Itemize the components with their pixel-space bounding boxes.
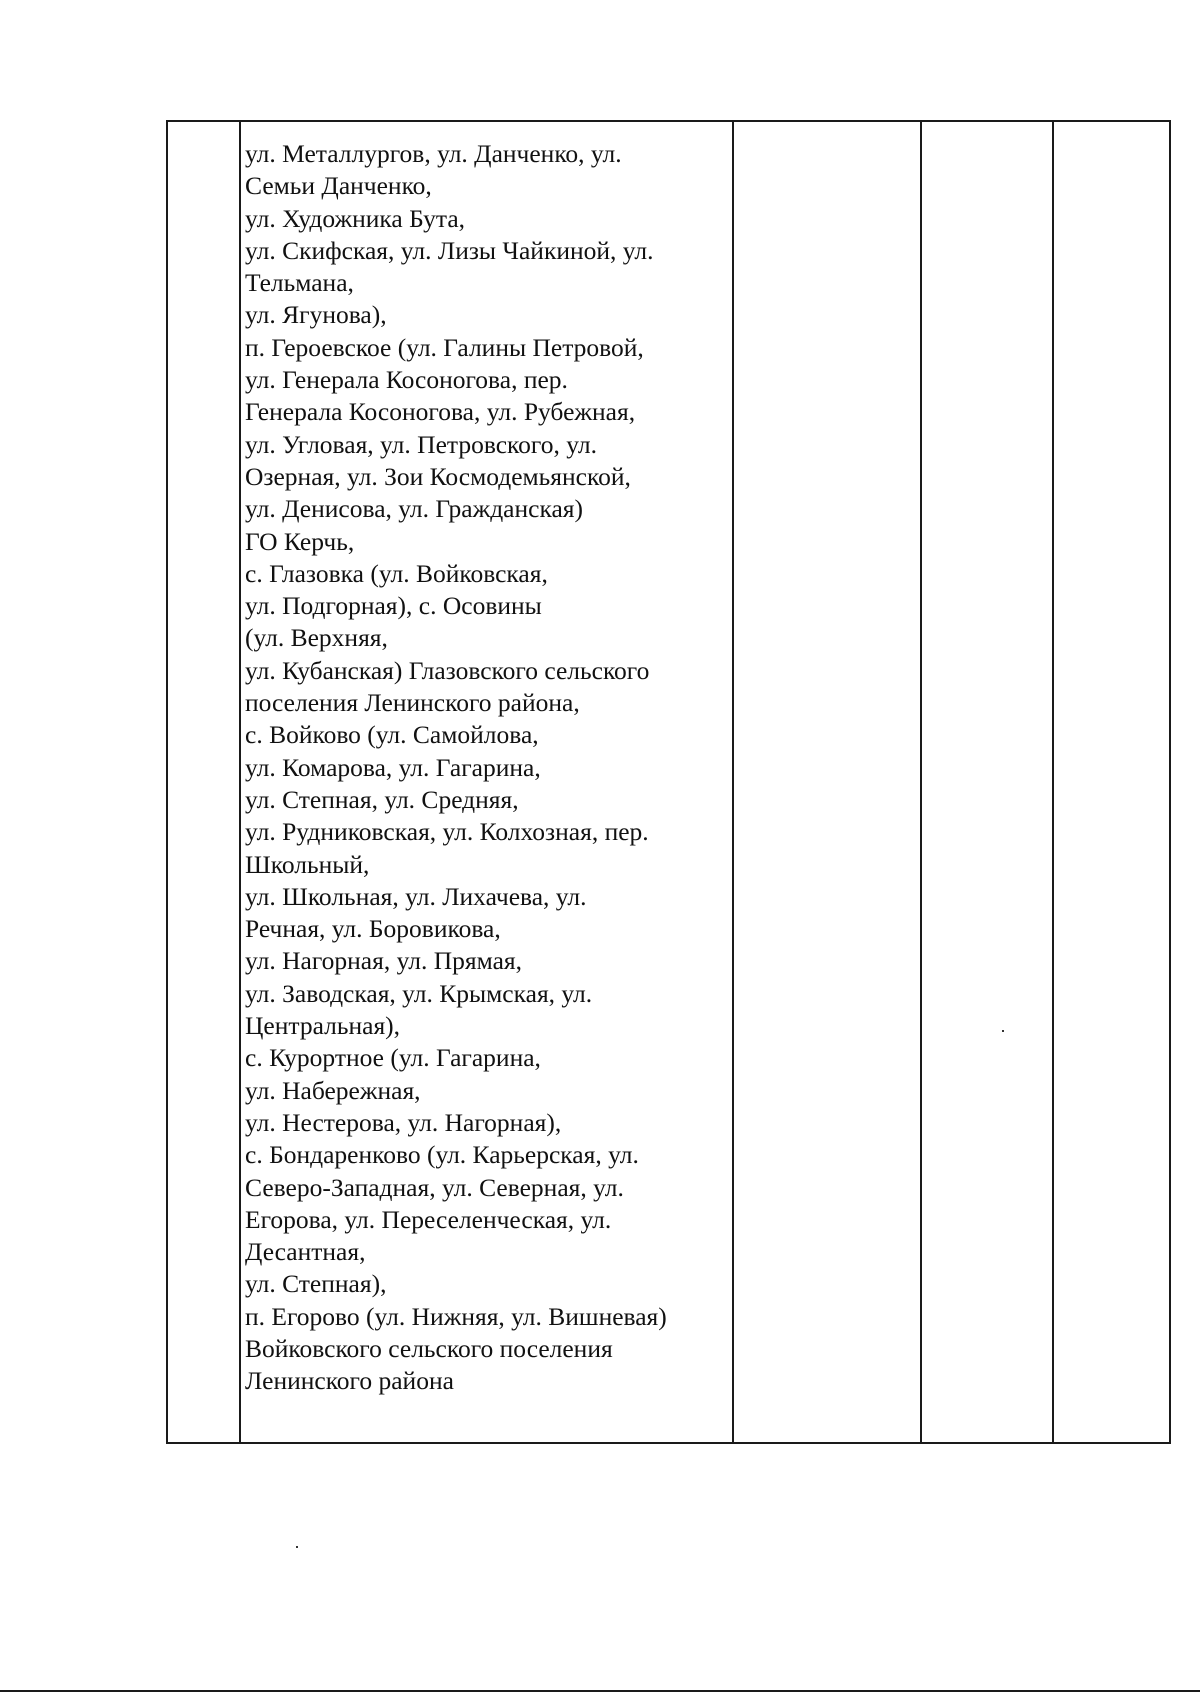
address-line: ул. Набережная,	[245, 1075, 421, 1105]
address-line: Генерала Косоногова, ул. Рубежная,	[245, 397, 636, 427]
address-line: Озерная, ул. Зои Космодемьянской,	[245, 461, 631, 491]
empty-cell-3	[733, 121, 921, 1443]
address-line: поселения Ленинского района,	[245, 688, 580, 718]
scan-speck	[1002, 1030, 1004, 1032]
address-line: п. Егорово (ул. Нижняя, ул. Вишневая)	[245, 1301, 667, 1331]
address-line: (ул. Верхняя,	[245, 623, 388, 653]
address-line: с. Глазовка (ул. Войковская,	[245, 558, 548, 588]
address-line: Войковского сельского поселения	[245, 1333, 613, 1363]
table-row	[167, 121, 1170, 1443]
address-line: ул. Степная, ул. Средняя,	[245, 784, 519, 814]
address-line: ул. Денисова, ул. Гражданская)	[245, 494, 583, 524]
address-line: с. Курортное (ул. Гагарина,	[245, 1043, 541, 1073]
address-line: ул. Нагорная, ул. Прямая,	[245, 946, 522, 976]
bottom-rule	[0, 1690, 1200, 1692]
address-cell	[240, 121, 733, 1443]
address-line: ул. Генерала Косоногова, пер.	[245, 365, 568, 395]
address-line: ул. Художника Бута,	[245, 203, 466, 233]
address-line: п. Героевское (ул. Галины Петровой,	[245, 332, 644, 362]
address-line: ул. Ягунова),	[245, 300, 387, 330]
address-line: ул. Нестерова, ул. Нагорная),	[245, 1107, 562, 1137]
address-line: ул. Скифская, ул. Лизы Чайкиной, ул.	[245, 235, 654, 265]
address-line: ул. Рудниковская, ул. Колхозная, пер.	[245, 817, 649, 847]
number-cell	[167, 121, 240, 1443]
address-list	[241, 122, 732, 1398]
address-line: Егорова, ул. Переселенческая, ул.	[245, 1204, 612, 1234]
address-line: Семьи Данченко,	[245, 171, 432, 201]
address-line: Тельмана,	[245, 268, 354, 298]
empty-cell-4	[921, 121, 1053, 1443]
address-line: ул. Кубанская) Глазовского сельского	[245, 655, 650, 685]
address-line: Центральная),	[245, 1011, 401, 1041]
address-line: ул. Металлургов, ул. Данченко, ул.	[245, 139, 622, 168]
address-line: Речная, ул. Боровикова,	[245, 914, 501, 944]
address-line: ул. Комарова, ул. Гагарина,	[245, 752, 541, 782]
empty-cell-5	[1053, 121, 1170, 1443]
address-line: Северо-Западная, ул. Северная, ул.	[245, 1172, 624, 1202]
address-line: ул. Угловая, ул. Петровского, ул.	[245, 429, 597, 459]
address-line: Школьный,	[245, 849, 370, 879]
address-table	[166, 120, 1171, 1444]
scan-speck	[296, 1546, 298, 1548]
address-line: Десантная,	[245, 1237, 366, 1267]
address-line: с. Бондаренково (ул. Карьерская, ул.	[245, 1140, 639, 1170]
address-line: с. Войково (ул. Самойлова,	[245, 720, 539, 750]
address-line: ул. Заводская, ул. Крымская, ул.	[245, 978, 593, 1008]
address-line: Ленинского района	[245, 1366, 454, 1396]
address-line: ул. Степная),	[245, 1269, 387, 1299]
address-line: ГО Керчь,	[245, 526, 355, 556]
address-line: ул. Школьная, ул. Лихачева, ул.	[245, 881, 587, 911]
address-line: ул. Подгорная), с. Осовины	[245, 591, 542, 621]
